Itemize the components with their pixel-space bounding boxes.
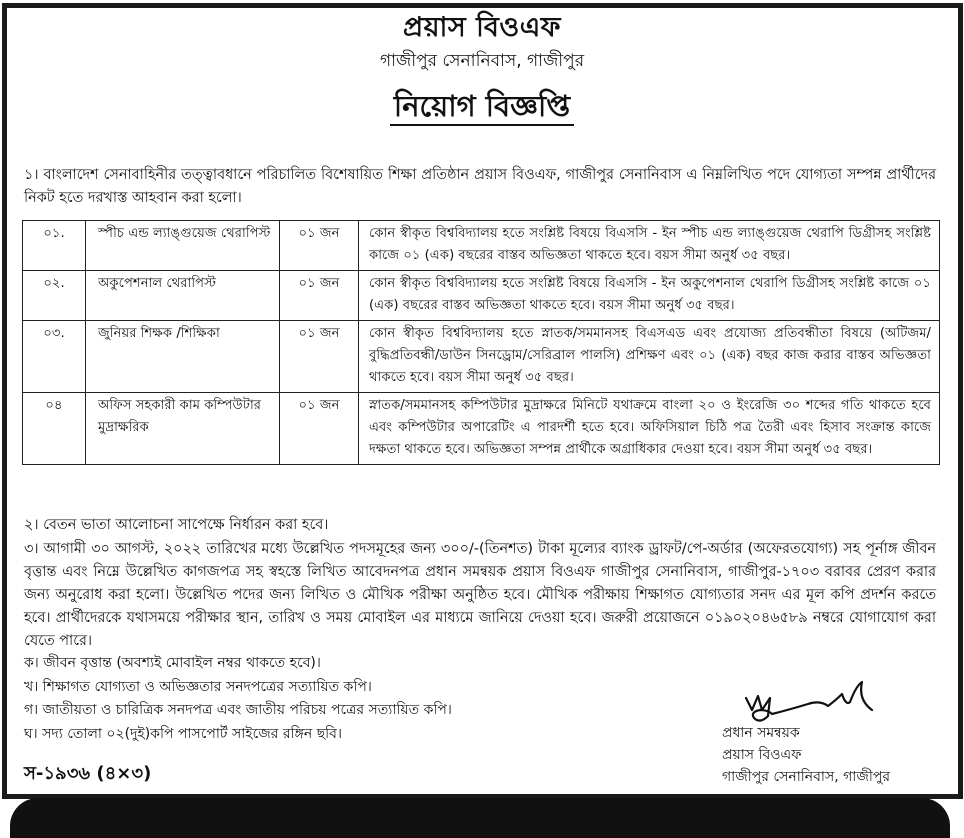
signatory-address: গাজীপুর সেনানিবাস, গাজীপুর (722, 769, 891, 785)
signatory-organization: প্রয়াস বিওএফ (722, 747, 802, 763)
notice-title-text: নিয়োগ বিজ্ঞপ্তি (390, 89, 574, 126)
adjacent-ad-border (10, 798, 950, 838)
list-item: ক। জীবন বৃত্তান্ত (অবশ্যই মোবাইল নম্বর থাকতে হবে)। (24, 655, 321, 671)
post-serial: ০২. (23, 271, 86, 321)
post-serial: ০১. (23, 221, 86, 271)
posts-table (22, 220, 940, 465)
signatory-designation: প্রধান সমন্বয়ক (722, 725, 800, 741)
list-item: ঘ। সদ্য তোলা ০২(দুই)কপি পাসপোর্ট সাইজের রঙ্গিন ছবি। (24, 725, 342, 742)
table-row (23, 271, 940, 321)
post-count: ০১ জন (280, 221, 359, 271)
required-documents-list (24, 652, 724, 746)
table-row (23, 221, 940, 271)
organization-name: প্রয়াস বিওএফ (402, 12, 562, 43)
post-title: স্পীচ এন্ড ল্যাঙ্গুয়েজ থেরাপিস্ট (86, 221, 280, 271)
intro-paragraph: ১। বাংলাদেশ সেনাবাহিনীর তত্ত্বাবধানে পরিচালিত বিশেষায়িত শিক্ষা প্রতিষ্ঠান প্রয়াস বিওএফ, গাজীপুর সেনানিবাস এ নিম্নলিখিত পদে যোগ্যতা সম্পন্ন প্রার্থীদের নিকট হতে দরখাস্ত আহবান করা হলো। (24, 167, 936, 206)
post-requirements: কোন স্বীকৃত বিশ্ববিদ্যালয় হতে সংশ্লিষ্ট বিষয়ে বিএসসি - ইন অকুপেশনাল থেরাপি ডিগ্রীসহ সংশ্লিষ্ট কাজে ০১ (এক) বছরের বাস্তব অভিজ্ঞতা থাকতে হবে। বয়স সীমা অনুর্ধ ৩৫ বছর। (359, 271, 940, 321)
application-instructions: ৩। আগামী ৩০ আগস্ট, ২০২২ তারিখের মধ্যে উল্লেখিত পদসমূহের জন্য ৩০০/-(তিনশত) টাকা মূল্যের ব্যাংক ড্রাফট/পে-অর্ডার (অফেরতযোগ্য) সহ পূর্নাঙ্গ জীবন বৃত্তান্ত এবং নিম্নে উল্লেখিত কাগজপত্র সহ স্বহস্তে লিখিত আবেদনপত্র প্রধান সমন্বয়ক প্রয়াস বিওএফ গাজীপুর সেনানিবাস, গাজীপুর-১৭০৩ বরাবর প্রেরণ করার জন্য অনুরোধ করা হলো। উল্লেখিত পদের জন্য লিখিত ও মৌখিক পরীক্ষা অনুষ্ঠিত হবে। মৌখিক পরীক্ষায় শিক্ষাগত যোগ্যতার সনদ এর মূল কপি প্রদর্শন করতে হবে। প্রার্থীদেরকে যথাসময়ে পরীক্ষার স্থান, তারিখ ও সময় মোবাইল এর মাধ্যমে জানিয়ে দেওয়া হবে। জরুরী প্রয়োজনে ০১৯০২০৪৬৫৮৯ নম্বরে যোগাযোগ করা যেতে পারে। (24, 541, 936, 649)
post-requirements: কোন স্বীকৃত বিশ্ববিদ্যালয় হতে স্নাতক/সমমানসহ বিএসএড এবং প্রযোজ্য প্রতিবন্ধীতা বিষয়ে (অটিজম/ বুদ্ধিপ্রতিবন্ধী/ডাউন সিনড্রোম/সেরিব্রাল পালসি) প্রশিক্ষণ এবং ০১ (এক) বছর কাজ করার বাস্তব অভিজ্ঞতা থাকতে হবে। বয়স সীমা অনুর্ধ ৩৫ বছর। (359, 321, 940, 393)
post-requirements: কোন স্বীকৃত বিশ্ববিদ্যালয় হতে সংশ্লিষ্ট বিষয়ে বিএসসি - ইন স্পীচ এন্ড ল্যাঙ্গুয়েজ থেরাপি ডিগ্রীসহ সংশ্লিষ্ট কাজে ০১ (এক) বছরের বাস্তব অভিজ্ঞতা থাকতে হবে। বয়স সীমা অনুর্ধ ৩৫ বছর। (359, 221, 940, 271)
reference-code: স-১৯৩৬ (৪×৩) (24, 763, 152, 784)
post-count: ০১ জন (280, 393, 359, 465)
post-count: ০১ জন (280, 271, 359, 321)
post-title: অকুপেশনাল থেরাপিস্ট (86, 271, 280, 321)
post-count: ০১ জন (280, 321, 359, 393)
list-item: গ। জাতীয়তা ও চারিত্রিক সনদপত্র এবং জাতীয় পরিচয় পত্রের সত্যায়িত কপি। (24, 702, 452, 718)
post-serial: ০৪ (23, 393, 86, 465)
organization-address: গাজীপুর সেনানিবাস, গাজীপুর (379, 51, 585, 71)
post-requirements: স্নাতক/সমমানসহ কম্পিউটার মুদ্রাক্ষরে মিনিটে যথাক্রমে বাংলা ২০ ও ইংরেজি ৩০ শব্দের গতি থাকতে হবে এবং কম্পিউটার অপারেটিং এ পারদর্শী হতে হবে। অফিসিয়াল চিঠি পত্র তৈরী এবং হিসাব সংক্রান্ত কাজে দক্ষতা থাকতে হবে। অভিজ্ঞতা সম্পন্ন প্রার্থীকে অগ্রাধিকার দেওয়া হবে। বয়স সীমা অনুর্ধ ৩৫ বছর। (359, 393, 940, 465)
signatory-block (722, 722, 890, 788)
salary-note: ২। বেতন ভাতা আলোচনা সাপেক্ষে নির্ধারন করা হবে। (24, 517, 329, 533)
post-title: অফিস সহকারী কাম কম্পিউটার মুদ্রাক্ষরিক (86, 393, 280, 465)
post-title: জুনিয়র শিক্ষক /শিক্ষিকা (86, 321, 280, 393)
table-row (23, 321, 940, 393)
notice-title (0, 86, 964, 126)
list-item: খ। শিক্ষাগত যোগ্যতা ও অভিজ্ঞতার সনদপত্রের সত্যায়িত কপি। (24, 678, 372, 695)
table-row (23, 393, 940, 465)
post-serial: ০৩. (23, 321, 86, 393)
